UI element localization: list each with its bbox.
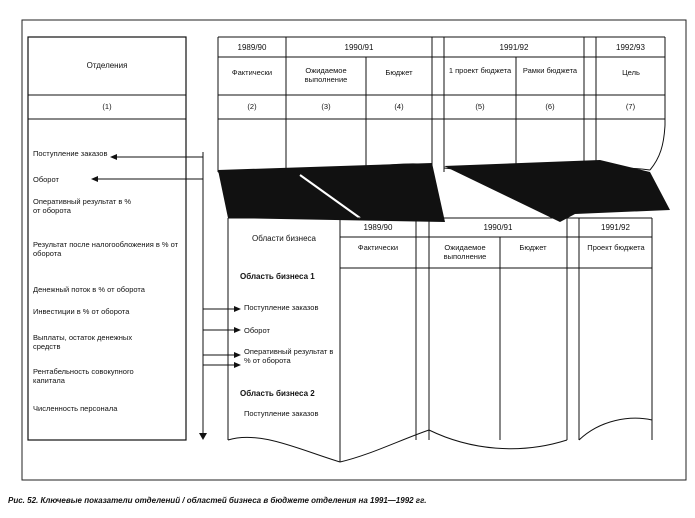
area2-row: Поступление заказов xyxy=(244,409,319,418)
year-1989-90: 1989/90 xyxy=(237,43,267,52)
col-label: Бюджет xyxy=(385,68,413,77)
bottom-year-1991-92: 1991/92 xyxy=(601,223,630,232)
dept-row: Выплаты, остаток денежных средств xyxy=(33,333,133,351)
figure-caption: Рис. 52. Ключевые показатели отделений / областей бизнеса в бюджете отделения на 1991—1992 гг. xyxy=(8,496,427,505)
year-1990-91: 1990/91 xyxy=(344,43,374,52)
col-label: Рамки бюджета xyxy=(522,66,578,75)
bottom-col-label: Проект бюджета xyxy=(587,243,645,252)
col-label: 1 проект бюджета xyxy=(448,66,512,75)
dept-row: Численность персонала xyxy=(33,404,118,413)
area-header: Области бизнеса xyxy=(252,234,316,243)
dept-row: Рентабельность совокупного капитала xyxy=(33,367,134,385)
col-label: Фактически xyxy=(231,68,273,77)
col-index: (6) xyxy=(545,102,555,111)
bottom-col-label: Бюджет xyxy=(519,243,547,252)
col-index: (4) xyxy=(394,102,404,111)
col-index: (2) xyxy=(247,102,257,111)
arrow-head-down xyxy=(199,433,207,440)
bottom-year-1989-90: 1989/90 xyxy=(363,223,393,232)
col-label: Ожидаемое выполнение xyxy=(304,66,348,84)
area1-row: Оперативный результат в % от оборота xyxy=(244,347,334,365)
area1-row: Оборот xyxy=(244,326,270,335)
area1-title: Область бизнеса 1 xyxy=(240,272,315,281)
year-1991-92: 1991/92 xyxy=(499,43,529,52)
col-label: Цель xyxy=(622,68,640,77)
dept-row: Поступление заказов xyxy=(33,149,108,158)
dept-row: Результат после налогообложения в % от оборота xyxy=(33,240,179,258)
col-index: (5) xyxy=(475,102,485,111)
dept-index: (1) xyxy=(102,102,112,111)
bottom-year-1990-91: 1990/91 xyxy=(483,223,513,232)
area1-row: Поступление заказов xyxy=(244,303,319,312)
dept-row: Оборот xyxy=(33,175,59,184)
area2-title: Область бизнеса 2 xyxy=(240,389,315,398)
bottom-col-label: Фактически xyxy=(357,243,399,252)
col-index: (3) xyxy=(321,102,331,111)
dept-row: Оперативный результат в % от оборота xyxy=(33,197,132,215)
dept-row: Денежный поток в % от оборота xyxy=(33,285,145,294)
dept-row: Инвестиции в % от оборота xyxy=(33,307,130,316)
bottom-col-label: Ожидаемое выполнение xyxy=(443,243,487,261)
dept-header: Отделения xyxy=(86,61,128,70)
col-index: (7) xyxy=(625,102,636,111)
year-1992-93: 1992/93 xyxy=(616,43,645,52)
